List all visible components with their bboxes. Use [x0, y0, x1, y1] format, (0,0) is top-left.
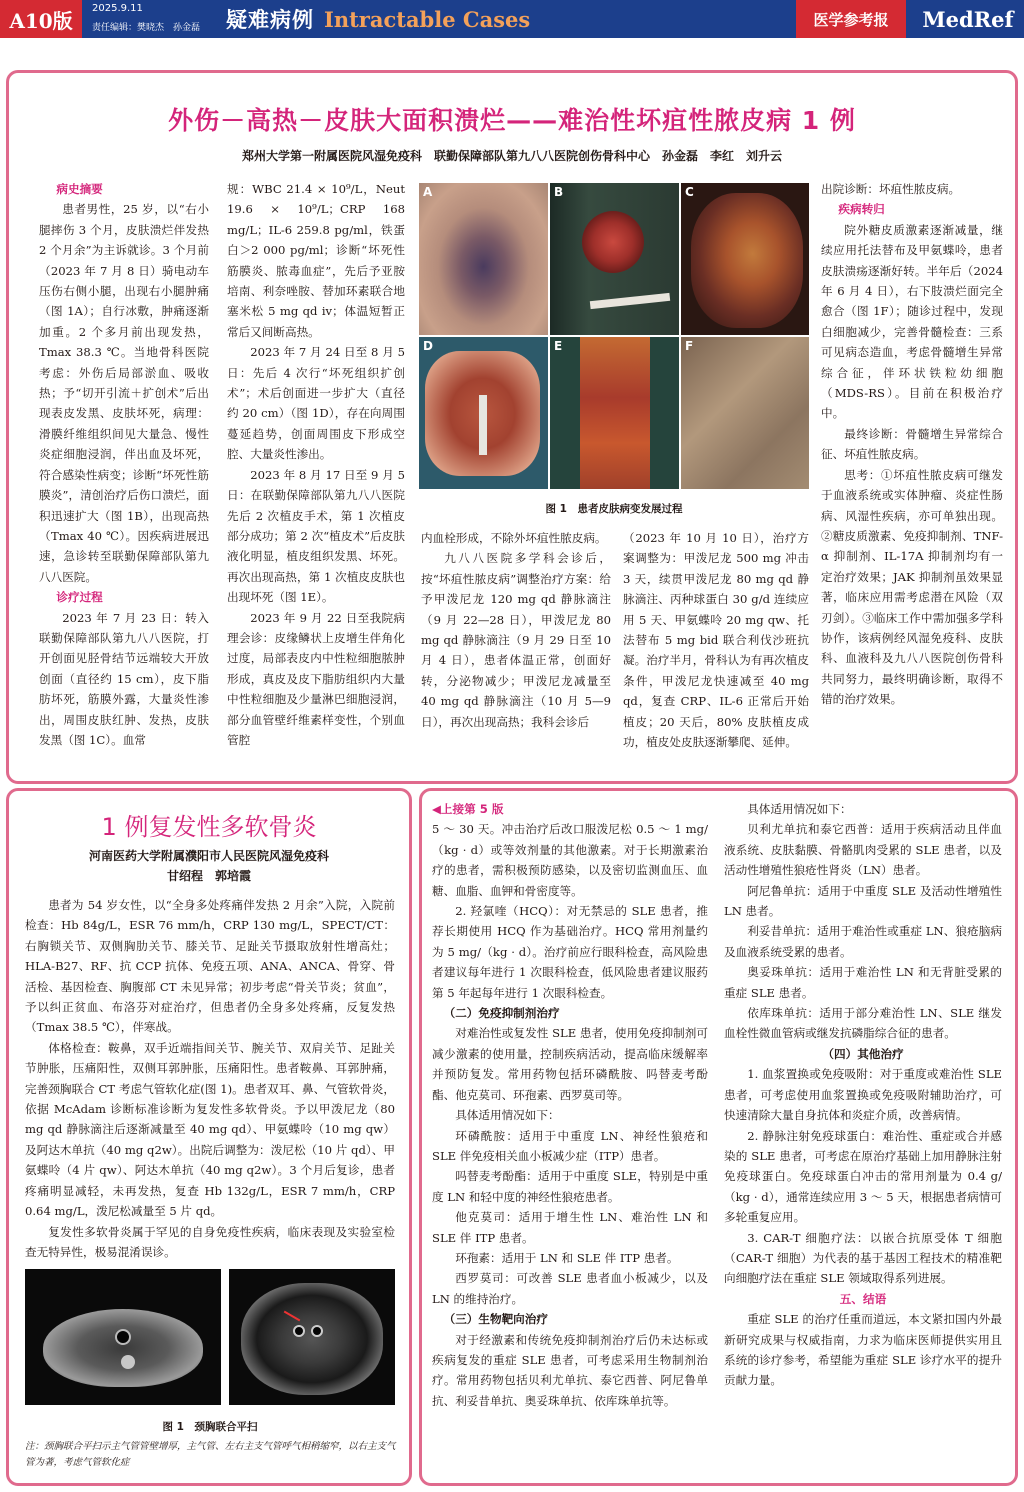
paragraph: 院外糖皮质激素逐渐减量，继续应用托法替布及甲氨蝶呤，患者皮肤溃疡逐渐好转。半年后（2024 年 6 月 4 日），右下肢溃烂面完全愈合（图 1F）；随诊过程中，发现白细胞减少，完善骨髓检查：三系可见病态造血，考虑骨髓增生异常综合征，伴环状铁粒幼细胞（MDS-RS）。目前在积极治疗中。: [821, 222, 1003, 421]
photo-b: [550, 183, 679, 335]
photo-label-d: D: [423, 339, 433, 353]
section-title-en: Intractable Cases: [324, 6, 531, 32]
article-column-2: [724, 799, 1002, 1391]
photo-e: [550, 337, 679, 489]
paragraph: 环孢素：适用于 LN 和 SLE 伴 ITP 患者。: [455, 1250, 679, 1265]
article-pyoderma: [6, 70, 1018, 784]
article-column-1: [432, 799, 708, 1411]
paragraph: 内血栓形成，不除外坏疽性脓皮病。: [421, 531, 607, 545]
paragraph: 2023 年 7 月 23 日：转入联勤保障部队第九八八医院，打开创面见胫骨结节远端较大开放创面（直径约 15 cm），皮下脂肪坏死，筋膜外露，大量炎性渗出，周围皮肤红肿、发热，皮肤发黑（图 1C）。血常: [39, 610, 209, 747]
paragraph: 2023 年 8 月 17 日至 9 月 5 日：在联勤保障部队第九八八医院先后 2 次植皮手术，第 1 次植皮部分成功；第 2 次“植皮术”后皮肤液化明显，植皮组织发黑、坏死。再次出现高热，第 1 次植皮皮肤也出现坏死（图 1E）。: [227, 467, 405, 605]
paragraph: 他克莫司：适用于增生性 LN、难治性 LN 和 SLE 伴 ITP 患者。: [432, 1210, 708, 1245]
paragraph: 出院诊断：坏疽性脓皮病。: [821, 182, 961, 196]
paragraph: 利妥昔单抗：适用于难治性或重症 LN、狼疮脑病及血液系统受累的患者。: [724, 924, 1002, 959]
section-title: [226, 0, 530, 38]
ct-scan-left: [25, 1269, 221, 1405]
section-heading: 疾病转归: [838, 202, 885, 217]
article-column-3: [421, 528, 611, 732]
article-column-1: [39, 179, 209, 750]
article-title: 外伤－高热－皮肤大面积溃烂——难治性坏疽性脓皮病 1 例: [168, 106, 856, 135]
paragraph: 贝利尤单抗和泰它西普：适用于疾病活动且伴血液系统、皮肤黏膜、骨骼肌肉受累的 SLE 患者，以及活动性增殖性狼疮性肾炎（LN）患者。: [724, 822, 1002, 878]
subsection-heading: （二）免疫抑制剂治疗: [443, 1006, 560, 1021]
photo-label-e: E: [554, 339, 563, 353]
continued-from-marker: ◀上接第 5 版: [432, 802, 504, 816]
article-column-4: [623, 528, 809, 752]
paragraph: 5 ～ 30 天。冲击治疗后改口服泼尼松 0.5 ～ 1 mg/（kg · d）或等效剂量的其他激素。对于长期激素治疗的患者，需积极预防感染，以及密切监测血压、血糖、血脂、血钾和骨密度等。: [432, 822, 708, 898]
numbered-paragraph: 3. CAR-T 细胞疗法：以嵌合抗原受体 T 细胞（CAR-T 细胞）为代表的基于基因工程技术的精准靶向细胞疗法在重症 SLE 领域取得系列进展。: [724, 1230, 1002, 1286]
paragraph: 西罗莫司：可改善 SLE 患者血小板减少，以及 LN 的维持治疗。: [432, 1271, 708, 1306]
photo-f: [681, 337, 809, 489]
section-title-cn: 疑难病例: [226, 8, 314, 32]
paragraph: 对于经激素和传统免疫抑制剂治疗后仍未达标或疾病复发的重症 SLE 患者，可考虑采用生物制剂治疗。常用药物包括贝利尤单抗、泰它西普、阿尼鲁单抗、利妥昔单抗、奥妥珠单抗、依库珠单抗等。: [432, 1332, 708, 1408]
photo-label-c: C: [685, 185, 694, 199]
figure-note: 注：颈胸联合平扫示主气管管壁增厚，主气管、左右主支气管呼气相稍缩窄，以右主支气管为著，考虑气管软化症: [25, 1441, 396, 1468]
paragraph: 患者为 54 岁女性，以“全身多处疼痛伴发热 2 月余”入院，入院前检查：Hb 84g/L，ESR 76 mm/h，CRP 130 mg/L，SPECT/CT：右胸锁关节、双侧胸肋关节、膝关节、足趾关节摄取放射性增高灶；HLA-B27、RF、抗 CCP 抗体、免疫五项、ANA、ANCA、骨穿、骨活检、基因检查、胸腹部 CT 未见异常；初步考虑“骨关节炎；贫血”，予以纠正贫血、布洛芬对症治疗，但患者仍全身多处疼痛，反复发热（Tmax 38.5 ℃），伴寒战。: [25, 898, 395, 1035]
paragraph: 环磷酰胺：适用于中重度 LN、神经性狼疮和 SLE 伴免疫相关血小板减少症（ITP）患者。: [432, 1128, 708, 1163]
figure-caption: 图 1 患者皮肤病变发展过程: [545, 503, 683, 515]
paragraph: 体格检查：鞍鼻，双手近端指间关节、腕关节、双肩关节、足趾关节肿胀，压痛阳性，双侧耳郭肿胀，压痛阳性。患者鞍鼻、耳郭肿痛，完善颈胸联合 CT 考虑气管软化症(图 1)。患者双耳、鼻、气管软骨炎，依据 McAdam 诊断标准诊断为复发性多软骨炎。予以甲泼尼龙（80 mg qd 静脉滴注后逐渐减量至 40 mg qd）、甲氨蝶呤（10 mg qw）及阿达木单抗（40 mg q2w）。出院后调整为：泼尼松（10 片 qd）、甲氨蝶呤（4 片 qw）、阿达木单抗（40 mg q2w）。3 个月后复诊，患者疼痛明显减轻，未再发热，复查 Hb 132g/L，ESR 7 mm/h，CRP 0.64 mg/L，泼尼松减量至 5 片 qd。: [25, 1040, 395, 1219]
page-number: A10版: [0, 0, 82, 38]
numbered-paragraph: 1. 血浆置换或免疫吸附：对于重度或难治性 SLE 患者，可考虑使用血浆置换或免疫吸附辅助治疗，可快速清除大量自身抗体和炎症介质，改善病情。: [724, 1067, 1002, 1123]
paragraph: 思考：①坏疽性脓皮病可继发于血液系统或实体肿瘤、炎症性肠病、风湿性疾病，亦可单独出现。②糖皮质激素、免疫抑制剂、TNF-α 抑制剂、IL-17A 抑制剂均有一定治疗效果；JAK 抑制剂虽效果显著，临床应用需考虑潜在风险（双刃剑）。③临床工作中需加强多学科协作，该病例经风湿免疫科、皮肤科、血液科及九八八医院创伤骨科共同努力，最终明确诊断，取得不错的治疗效果。: [821, 467, 1003, 707]
paragraph: 九八八医院多学科会诊后，按“坏疽性脓皮病”调整治疗方案：给予甲泼尼龙 120 mg qd 静脉滴注（9 月 22—28 日），甲泼尼龙 80 mg qd 静脉滴注（9 月 29 日至 10 月 4 日），患者体温正常，创面好转，分泌物减少；甲泼尼龙减量至 40 mg qd 静脉滴注（10 月 5—9 日），再次出现高热；我科会诊后: [421, 551, 611, 729]
article-column-5: [821, 179, 1003, 710]
issue-date: 2025.9.11: [92, 3, 143, 14]
paragraph: 具体适用情况如下：: [455, 1108, 560, 1123]
photo-label-b: B: [554, 185, 564, 199]
article-institution: 河南医药大学附属濮阳市人民医院风湿免疫科: [88, 849, 329, 863]
photo-label-a: A: [423, 185, 433, 199]
paragraph: 复发性多软骨炎属于罕见的自身免疫性疾病，临床表现及实验室检查无特异性，极易混淆误诊。: [25, 1224, 395, 1259]
paragraph: 阿尼鲁单抗：适用于中重度 SLE 及活动性增殖性 LN 患者。: [724, 883, 1002, 919]
photo-label-f: F: [685, 339, 694, 353]
paragraph: 2023 年 7 月 24 日至 8 月 5 日：先后 4 次行“坏死组织扩创术”；术后创面进一步扩大（直径约 20 cm）（图 1D），存在向周围蔓延趋势，创面周围皮下形成空腔、大量炎性渗出。: [227, 345, 405, 462]
subsection-heading: （四）其他治疗: [822, 1046, 904, 1061]
paragraph: 吗替麦考酚酯：适用于中重度 SLE，特别是中重度 LN 和轻中度的神经性狼疮患者。: [432, 1169, 708, 1204]
newspaper-logo: MedRef: [922, 6, 1014, 32]
editor-credit: 责任编辑：樊晓杰 孙金磊: [92, 23, 201, 33]
ct-scan-right: [229, 1269, 395, 1405]
paragraph: 最终诊断：骨髓增生异常综合征、坏疽性脓皮病。: [821, 426, 1003, 462]
photo-d: [419, 337, 548, 489]
article-authors: 甘绍程 郭培霞: [166, 869, 251, 883]
paragraph: 奥妥珠单抗：适用于难治性 LN 和无背脏受累的重症 SLE 患者。: [724, 965, 1002, 1000]
photo-c: [681, 183, 809, 335]
paragraph: （2023 年 10 月 10 日），治疗方案调整为：甲泼尼龙 500 mg 冲击 3 天，续贯甲泼尼龙 80 mg qd 静脉滴注、丙种球蛋白 30 g/d 连续应用 5 天、甲氨蝶呤 20 mg qw、托法替布 5 mg bid 联合利伐沙班抗凝。治疗半月，骨科认为有再次植皮条件，甲泼尼龙快速减至 40 mg qd，复查 CRP、IL-6 正常后开始植皮；20 天后，80% 皮肤植皮成功，植皮处皮肤逐渐攀爬、延伸。: [623, 531, 809, 750]
section-heading: 诊疗过程: [56, 590, 103, 605]
subsection-heading: （三）生物靶向治疗: [443, 1312, 548, 1327]
paragraph: 对难治性或复发性 SLE 患者，使用免疫抑制剂可减少激素的使用量，控制疾病活动，提高临床缓解率并预防复发。常用药物包括环磷酰胺、吗替麦考酚酯、他克莫司、环孢素、西罗莫司等。: [432, 1026, 708, 1102]
article-byline: 郑州大学第一附属医院风湿免疫科 联勤保障部队第九八八医院创伤骨科中心 孙金磊 李红 刘升云: [241, 149, 782, 163]
newspaper-brand: 医学参考报: [796, 0, 906, 38]
section-heading: 病史摘要: [56, 182, 103, 196]
paragraph: 规：WBC 21.4 × 10⁹/L，Neut 19.6 × 10⁹/L；CRP 168 mg/L；IL-6 259.8 pg/ml，铁蛋白＞2 000 pg/ml；诊断“坏死性筋膜炎、脓毒血症”，先后予亚胺培南、利奈唑胺、替加环素联合地塞米松 5 mg qd iv；体温短暂正常后又间断高热。: [227, 182, 405, 339]
article-sle-continued: [419, 788, 1018, 1486]
article-column-2: [227, 179, 405, 750]
numbered-paragraph: 2. 羟氯喹（HCQ）：对无禁忌的 SLE 患者，推荐长期使用 HCQ 作为基础治疗。HCQ 常用剂量约为 5 mg/（kg · d）。治疗前应行眼科检查，高风险患者建议每年进行 1 次眼科检查，低风险患者建议服药第 5 年起每年进行 1 次眼科检查。: [432, 904, 708, 1000]
paragraph: 患者男性，25 岁，以“右小腿摔伤 3 个月，皮肤溃烂伴发热 2 个月余”为主诉就诊。3 个月前（2023 年 7 月 8 日）骑电动车压伤右侧小腿，出现右小腿肿痛（图 1A）；自行冰敷，肿痛逐渐加重。2 个多月前出现发热，Tmax 38.3 ℃。当地骨科医院考虑：外伤后局部淤血、吸收热；予“切开引流＋扩创术”后出现表皮发黑、皮肤坏死，病理：滑膜纤维组织间见大量急、慢性炎症细胞浸润，伴出血及坏死，符合感染性病变；诊断“坏死性筋膜炎”，清创治疗后伤口溃烂，面积迅速扩大（图 1B），出现高热（Tmax 40 ℃）。因疾病进展迅速，急诊转至联勤保障部队第九八八医院。: [39, 202, 209, 584]
article-body: [25, 895, 395, 1262]
paragraph: 2023 年 9 月 22 日至我院病理会诊：皮缘鳞状上皮增生伴角化过度，局部表皮内中性粒细胞脓肿形成，真皮及皮下脂肪组织内大量中性粒细胞及少量淋巴细胞浸润，部分血管壁纤维素样变性，个别血管腔: [227, 610, 405, 747]
section-heading: 五、结语: [839, 1291, 887, 1306]
numbered-paragraph: 2. 静脉注射免疫球蛋白：难治性、重症或合并感染的 SLE 患者，可考虑在原治疗基础上加用静脉注射免疫球蛋白。免疫球蛋白冲击的常用剂量为 0.4 g/（kg · d），通常连续应用 3 ～ 5 天，根据患者病情可多轮重复应用。: [724, 1128, 1002, 1225]
article-title: 1 例复发性多软骨炎: [101, 813, 317, 841]
photo-a: [419, 183, 548, 335]
article-polychondritis: [6, 788, 412, 1486]
figure-caption: 图 1 颈胸联合平扫: [162, 1421, 258, 1433]
page-header: [0, 0, 1024, 38]
paragraph: 重症 SLE 的治疗任重而道远，本文紧扣国内外最新研究成果与权威指南，力求为临床医师提供实用且系统的诊疗参考，希望能为重症 SLE 诊疗水平的提升贡献力量。: [724, 1312, 1002, 1388]
paragraph: 具体适用情况如下：: [747, 802, 852, 816]
paragraph: 依库珠单抗：适用于部分难治性 LN、SLE 继发血栓性微血管病或继发抗磷脂综合征的患者。: [724, 1006, 1002, 1041]
